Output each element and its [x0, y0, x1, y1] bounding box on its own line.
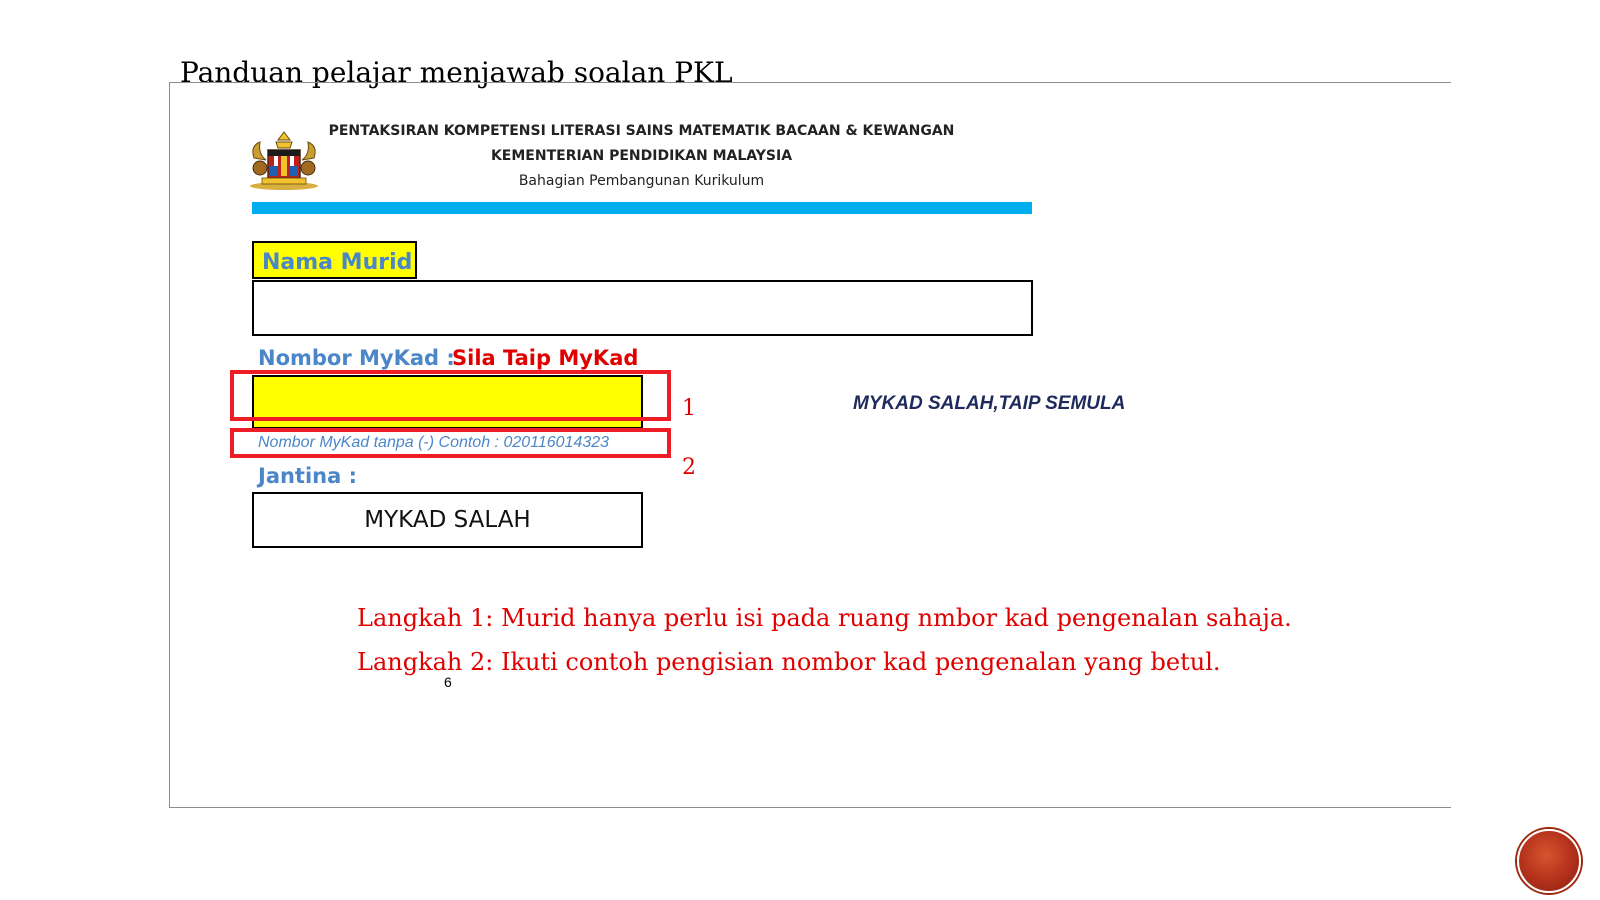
slide-title: Panduan pelajar menjawab soalan PKL: [180, 56, 733, 89]
jantina-label: Jantina :: [258, 464, 358, 488]
slide-nav-button[interactable]: [1517, 829, 1581, 893]
callout-box-2: [230, 428, 671, 458]
page-number: 6: [444, 674, 452, 690]
callout-box-1: [230, 370, 671, 421]
malaysia-coat-of-arms-icon: [244, 128, 324, 192]
header-divider: [252, 202, 1032, 214]
instruction-step-2: Langkah 2: Ikuti contoh pengisian nombor kad pengenalan yang betul.: [357, 648, 1221, 676]
instruction-step-1: Langkah 1: Murid hanya perlu isi pada ruang nmbor kad pengenalan sahaja.: [357, 604, 1292, 632]
header-line-3: Bahagian Pembangunan Kurikulum: [518, 173, 765, 189]
callout-number-2: 2: [682, 455, 696, 480]
header-line-1: PENTAKSIRAN KOMPETENSI LITERASI SAINS MATEMATIK BACAAN & KEWANGAN: [328, 123, 955, 139]
jantina-output: MYKAD SALAH: [252, 492, 643, 548]
mykad-label: Nombor MyKad :: [258, 346, 455, 370]
name-input[interactable]: [252, 280, 1033, 336]
mykad-error-message: MYKAD SALAH,TAIP SEMULA: [853, 393, 1126, 414]
mykad-hint: Sila Taip MyKad: [452, 346, 639, 370]
name-label: Nama Murid: [252, 241, 417, 279]
header-line-2: KEMENTERIAN PENDIDIKAN MALAYSIA: [490, 148, 793, 164]
mykad-example-text: Nombor MyKad tanpa (-) Contoh : 020116014323: [258, 434, 610, 451]
callout-number-1: 1: [682, 396, 696, 421]
